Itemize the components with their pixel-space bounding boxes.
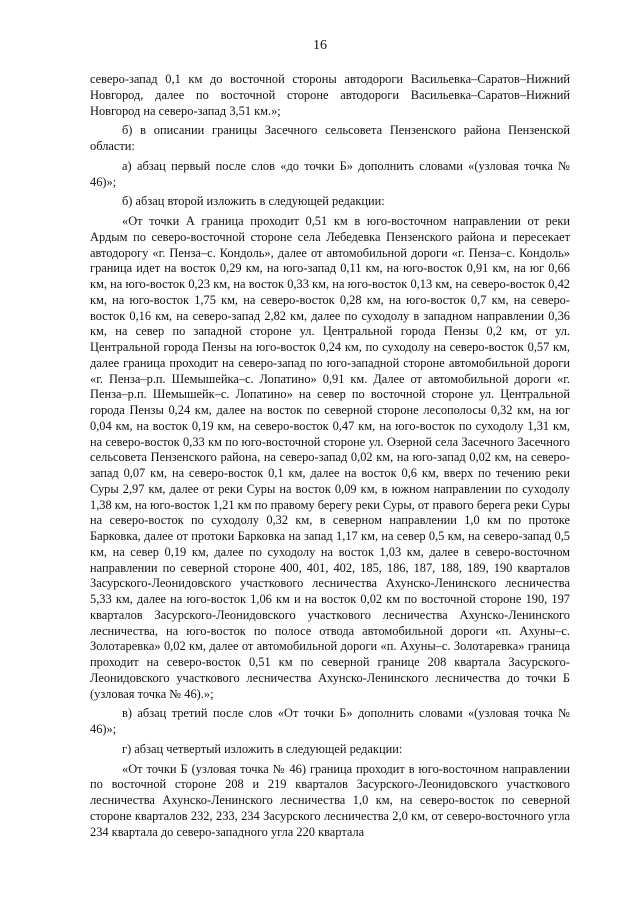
paragraph-continuation: северо-запад 0,1 км до восточной стороны автодороги Васильевка–Саратов–Нижний Новгород, далее по восточной стороне автодороги Васильевка–Саратов–Нижний Новгород на северо-запад 3,51 км.»; (90, 72, 570, 118)
paragraph-point-b-description: «От точки Б (узловая точка № 46) граница проходит в юго-восточном направлении по восточной стороне 208 и 219 кварталов Засурского-Леонидовского участкового лесничества Ахунско-Ленинского лесничества 1,0 км, на северо-восток по северной стороне кварталов 232, 233, 234 Засурского лесничества 2,0 км, от северо-восточного угла 234 квартала до северо-западного угла 220 квартала (90, 761, 570, 839)
document-body (90, 72, 570, 844)
page-number: 16 (313, 38, 327, 53)
paragraph-boundary-description: «От точки А граница проходит 0,51 км в юго-восточном направлении от реки Ардым по северо-восточной стороне села Лебедевка Пензенского района и пересекает автодорогу «г. Пенза–с. Кондоль», далее от автомобильной дороги «г. Пенза–с. Кондоль» граница идет на восток 0,29 км, на юго-запад 0,11 км, на юго-восток 0,91 км, на юг 0,66 км, на юго-восток 0,23 км, на восток 0,33 км, на юго-восток 0,13 км, на северо-восток 0,42 км, на юго-восток 1,75 км, на северо-восток 0,28 км, на юго-восток 0,7 км, на северо-восток 0,16 км, на северо-запад 2,82 км, далее по суходолу в западном направлении 0,36 км, на север по западной стороне ул. Центральной города Пензы 0,2 км, от ул. Центральной города Пензы на юго-восток 0,24 км, по суходолу на северо-восток 0,57 км, далее граница проходит на северо-запад по юго-западной стороне автомобильной дороги «г. Пенза–р.п. Шемышейка–с. Лопатино» 0,91 км. Далее от автомобильной дороги «г. Пенза–р.п. Шемышейк–с. Лопатино» на север по восточной стороне ул. Центральной города Пензы 0,24 км, далее на восток по северной стороне лесополосы 0,32 км, на юг 0,04 км, на восток 0,19 км, на северо-восток 0,47 км, на юго-восток по суходолу 1,31 км, на северо-восток 0,33 км по юго-восточной стороне ул. Озерной села Засечного Засечного сельсовета Пензенского района, на северо-запад 0,02 км, на юго-запад 0,02 км, на северо-запад 0,07 км, на северо-восток 0,1 км, далее на восток 0,6 км, вверх по течению реки Суры 2,97 км, далее от реки Суры на восток 0,09 км, в южном направлении по суходолу 1,38 км, на юго-восток 1,21 км по правому берегу реки Суры, от правого берега реки Суры на северо-восток по суходолу 0,32 км, в северном направлении 1,0 км по протоке Барковка, далее от протоки Барковка на запад 1,17 км, на север 0,5 км, на северо-запад 0,5 км, на север 0,19 км, далее по суходолу на восток 1,03 км, далее в северо-восточном направлении по северной стороне 400, 401, 402, 185, 186, 187, 188, 189, 190 кварталов Засурского-Леонидовского участкового лесничества Ахунско-Ленинского лесничества 5,33 км, далее на юго-восток 1,06 км и на восток 0,02 км по восточной стороне 190, 197 кварталов Засурского-Леонидовского участкового лесничества Ахунско-Ленинского лесничества, на юго-восток по полосе отвода автомобильной дороги «п. Ахуны–с. Золотаревка» 0,02 км, далее от автомобильной дороги «п. Ахуны–с. Золотаревка» граница проходит на северо-восток 0,51 км по северной границе 208 квартала Засурского-Леонидовского участкового лесничества Ахунско-Ленинского лесничества до точки Б (узловая точка № 46).»; (90, 214, 570, 701)
paragraph-amend-v: в) абзац третий после слов «От точки Б» дополнить словами «(узловая точка № 46)»; (90, 706, 570, 736)
paragraph-amend-b: б) абзац второй изложить в следующей редакции: (122, 194, 385, 209)
paragraph-zasechny-intro: б) в описании границы Засечного сельсовета Пензенского района Пензенской области: (90, 123, 570, 153)
paragraph-amend-a: а) абзац первый после слов «до точки Б» дополнить словами «(узловая точка № 46)»; (90, 158, 570, 189)
paragraph-amend-g: г) абзац четвертый изложить в следующей редакции: (122, 741, 403, 756)
